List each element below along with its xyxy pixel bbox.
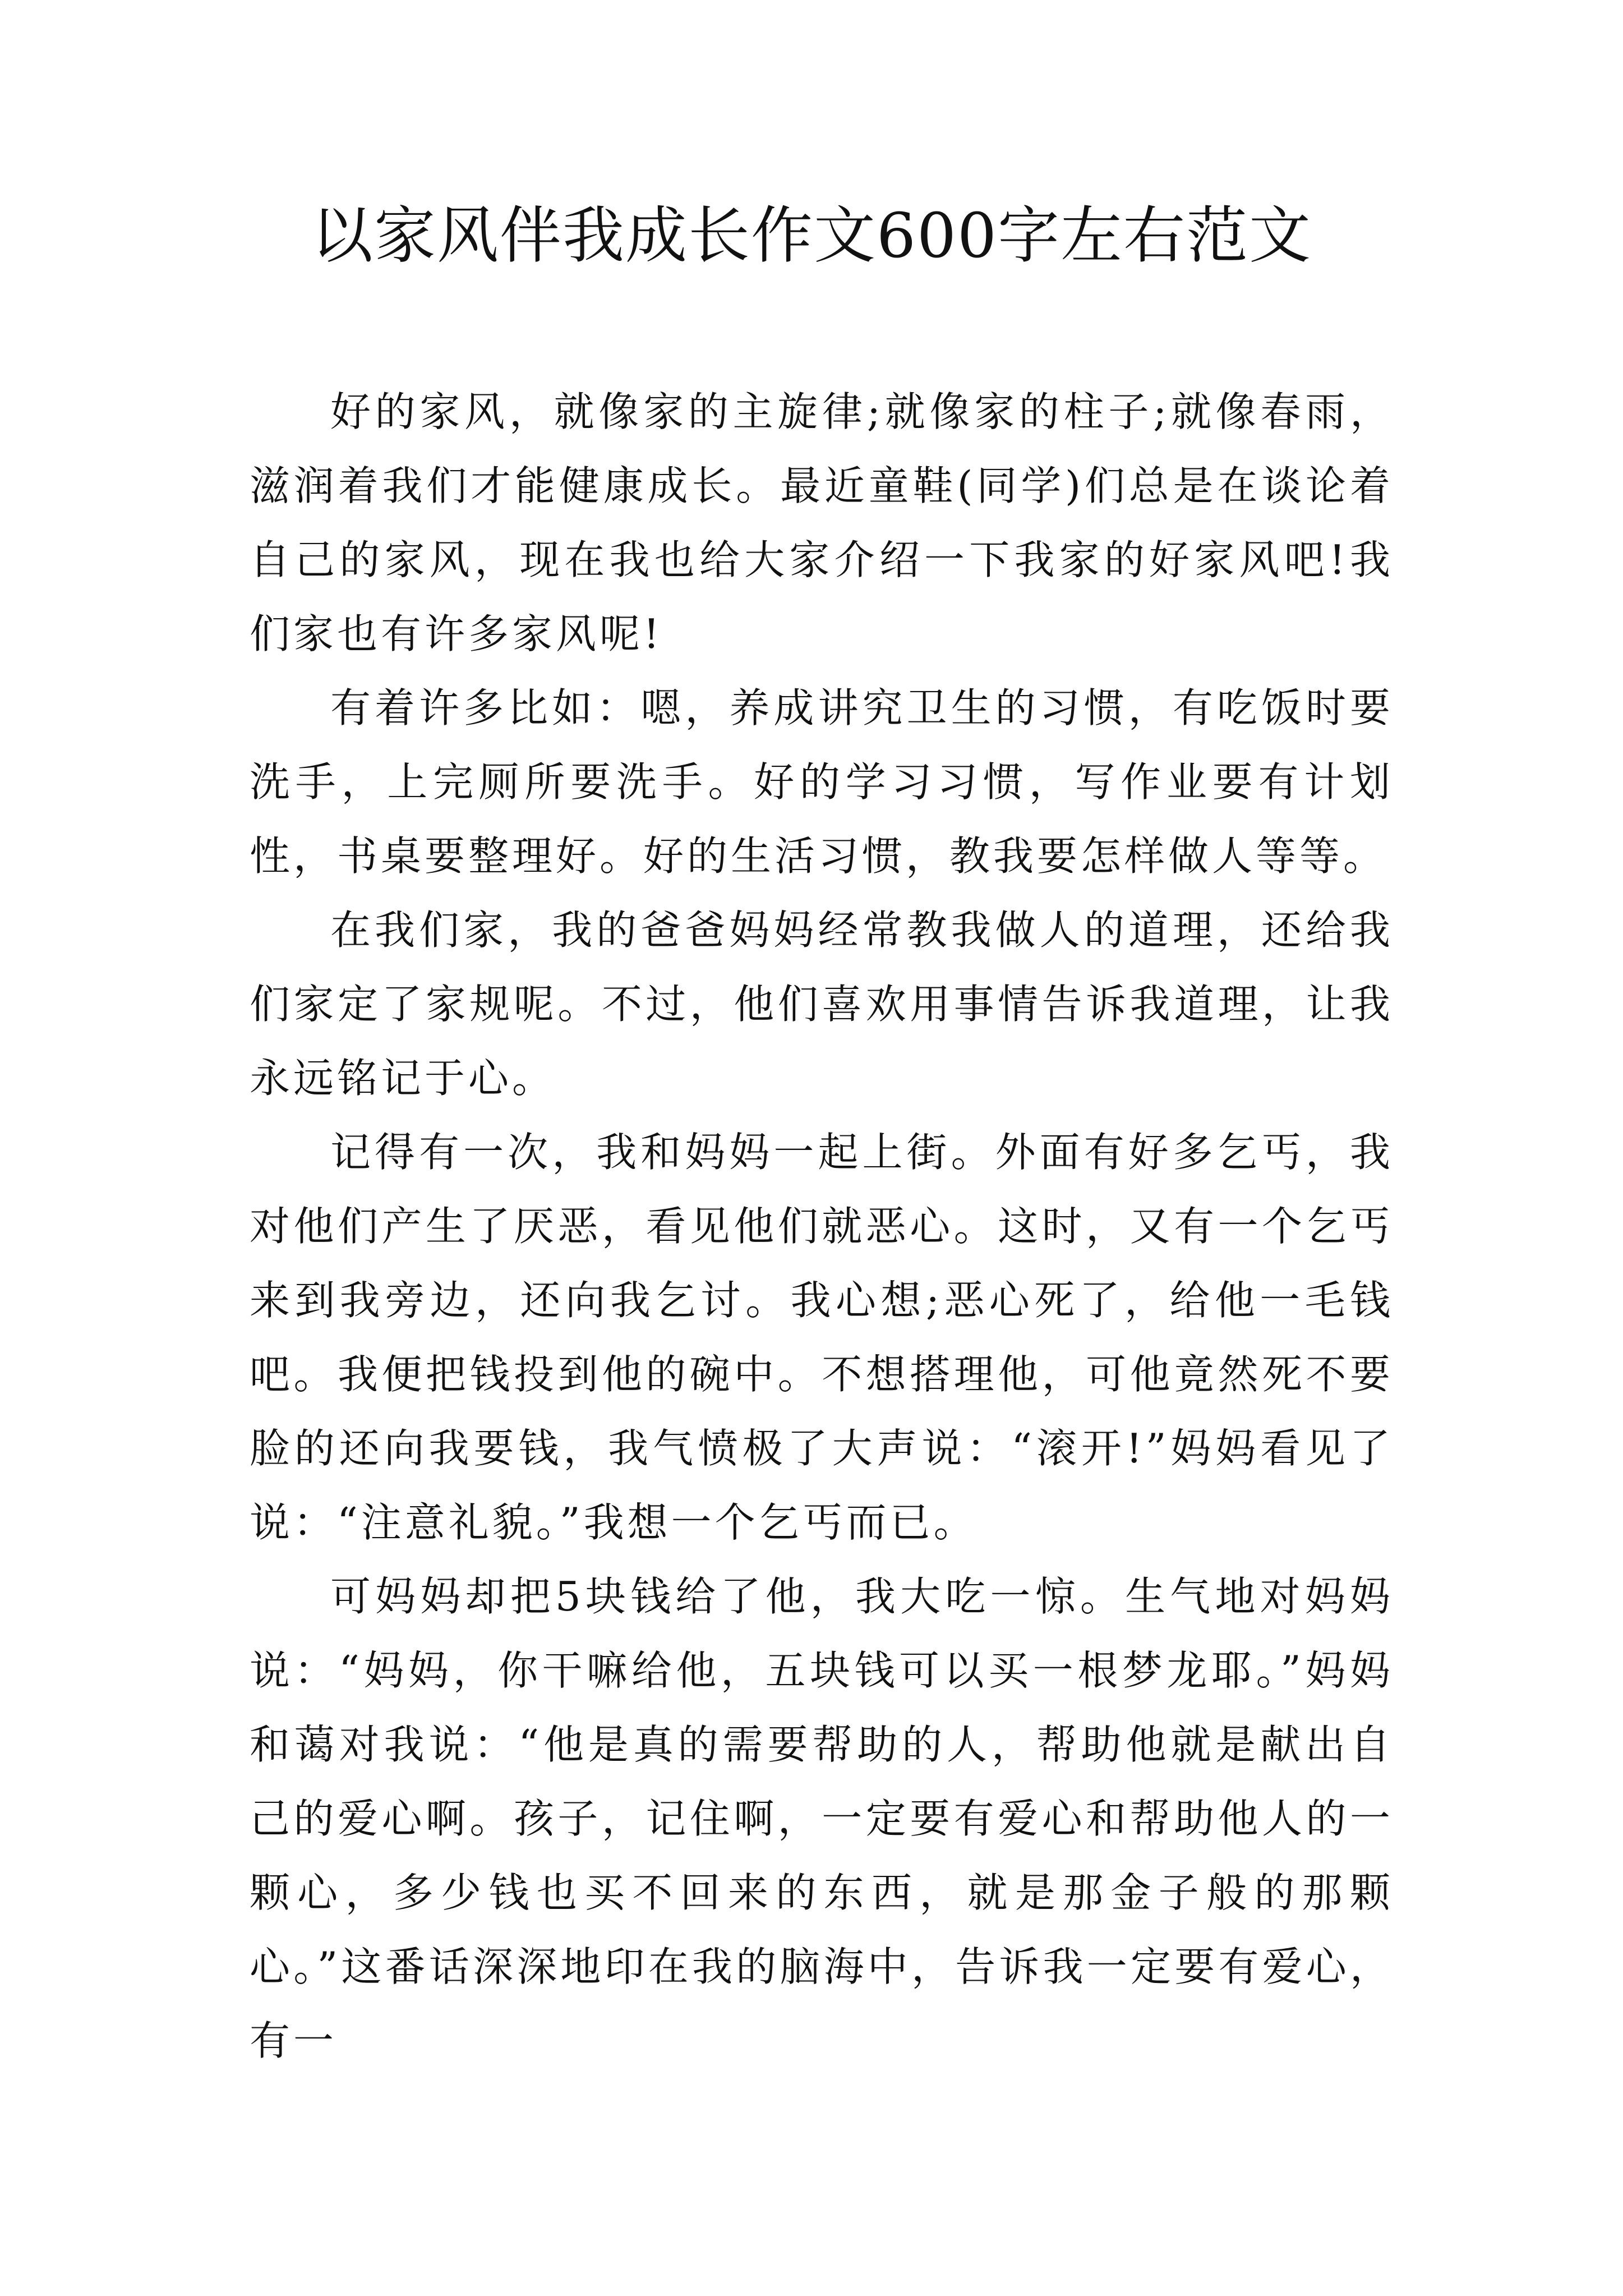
document-title: 以家风伴我成长作文600字左右范文 (311, 200, 1312, 272)
paragraph-5: 可妈妈却把5块钱给了他，我大吃一惊。生气地对妈妈说：“妈妈，你干嘛给他，五块钱可以买一根梦龙耶。”妈妈和蔼对我说：“他是真的需要帮助的人，帮助他就是献出自己的爱心啊。孩子，记住啊，一定要有爱心和帮助他人的一颗心，多少钱也买不回来的东西，就是那金子般的那颗心。”这番话深深地印在我的脑海中，告诉我一定要有爱心，有一 (250, 1573, 1394, 2064)
paragraph-2: 有着许多比如：嗯，养成讲究卫生的习惯，有吃饭时要洗手，上完厕所要洗手。好的学习习惯，写作业要有计划性，书桌要整理好。好的生活习惯，教我要怎样做人等等。 (250, 684, 1394, 880)
paragraph-1: 好的家风，就像家的主旋律;就像家的柱子;就像春雨，滋润着我们才能健康成长。最近童鞋(同学)们总是在谈论着自己的家风，现在我也给大家介绍一下我家的好家风吧!我们家也有许多家风呢! (250, 388, 1394, 657)
document-body (250, 375, 1394, 2078)
paragraph-3: 在我们家，我的爸爸妈妈经常教我做人的道理，还给我们家定了家规呢。不过，他们喜欢用事情告诉我道理，让我永远铭记于心。 (250, 907, 1394, 1102)
paragraph-4: 记得有一次，我和妈妈一起上街。外面有好多乞丐，我对他们产生了厌恶，看见他们就恶心。这时，又有一个乞丐来到我旁边，还向我乞讨。我心想;恶心死了，给他一毛钱吧。我便把钱投到他的碗中。不想搭理他，可他竟然死不要脸的还向我要钱，我气愤极了大声说：“滚开!”妈妈看见了说：“注意礼貌。”我想一个乞丐而已。 (250, 1129, 1394, 1546)
